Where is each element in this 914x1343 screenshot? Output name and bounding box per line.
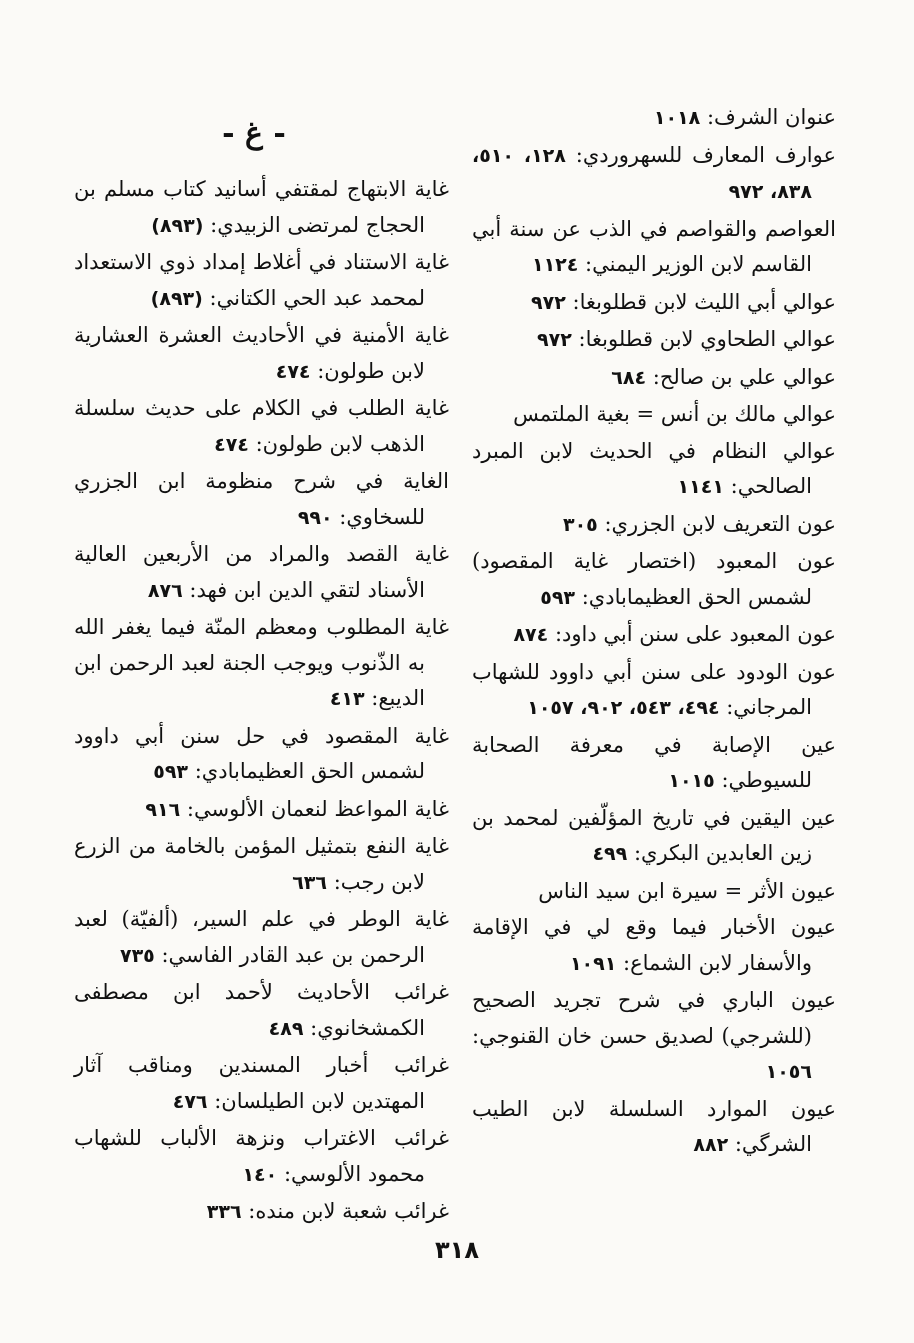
index-entry	[74, 610, 449, 718]
entry-page-ref: ٥٩٣	[540, 586, 576, 609]
entry-page-ref: ٤٧٤	[275, 360, 311, 383]
index-entry	[74, 172, 449, 244]
entry-page-ref: ٦٣٦	[292, 871, 327, 894]
entry-page-ref: ٤٩٤، ٥٤٣، ٩٠٢، ١٠٥٧	[527, 697, 720, 719]
index-entry	[74, 1121, 449, 1193]
entry-title: غاية المواعظ لنعمان الألوسي:	[186, 796, 449, 821]
entry-title: غرائب الاغتراب ونزهة الألباب للشهاب محمود الألوسي:	[74, 1126, 449, 1186]
entry-page-ref: ١٠٥٦	[765, 1061, 812, 1083]
entry-title: عوالي مالك بن أنس = بغية الملتمس	[513, 402, 836, 426]
index-entry	[472, 285, 836, 322]
entry-title: غاية الوطر في علم السير، (ألفيّة) لعبد الرحمن بن عبد القادر الفاسي:	[74, 907, 449, 967]
index-entry	[472, 322, 836, 359]
index-entry	[74, 719, 449, 791]
index-entry	[472, 801, 836, 873]
entry-page-ref: ٩٧٢	[537, 329, 572, 351]
entry-page-ref: ٣٣٦	[206, 1201, 242, 1223]
entry-title: عوالي النظام في الحديث لابن المبرد الصالحي:	[472, 438, 836, 498]
index-entry	[74, 975, 449, 1047]
entry-page-ref: (٨٩٣)	[150, 287, 203, 310]
entry-title: عون المعبود على سنن أبي داود:	[554, 622, 836, 646]
entry-title: عوالي علي بن صالح:	[652, 364, 836, 389]
entry-page-ref: ٤٧٤	[214, 433, 249, 456]
entry-title: عين اليقين في تاريخ المؤلّفين لمحمد بن زين العابدين البكري:	[472, 805, 836, 865]
index-entry	[74, 391, 449, 463]
entry-title: عوارف المعارف للسهروردي:	[575, 142, 836, 167]
index-entry	[472, 397, 836, 433]
entry-title: غرائب شعبة لابن منده:	[248, 1199, 449, 1223]
entry-title: عوالي أبي الليث لابن قطلوبغا:	[572, 289, 836, 314]
entry-title: غاية المطلوب ومعظم المنّة فيما يغفر الله به الذّنوب ويوجب الجنة لعبد الرحمن ابن الديبع:	[74, 615, 449, 710]
index-entry	[74, 1048, 449, 1120]
entry-title: غرائب الأحاديث لأحمد ابن مصطفى الكمشخانوي:	[74, 980, 449, 1040]
entry-page-ref: ١١٢٤	[531, 254, 579, 276]
index-entry	[74, 318, 449, 390]
index-column-left	[74, 172, 449, 1232]
entry-page-ref: ٥٩٣	[153, 761, 189, 783]
index-entry	[74, 792, 449, 829]
entry-title: غاية الطلب في الكلام على حديث سلسلة الذهب لابن طولون:	[74, 396, 449, 456]
entry-page-ref: ١٢٨، ٥١٠، ٨٣٨، ٩٧٢	[472, 144, 812, 203]
entry-title: غاية النفع بتمثيل المؤمن بالخامة من الزرع لابن رجب:	[74, 834, 449, 894]
entry-page-ref: ١٠٩١	[569, 952, 617, 975]
index-entry	[472, 544, 836, 616]
index-entry	[74, 829, 449, 901]
index-entry	[472, 655, 836, 727]
entry-title: عون التعريف لابن الجزري:	[604, 511, 836, 536]
index-entry	[472, 874, 836, 910]
entry-page-ref: ٤٧٦	[172, 1090, 208, 1113]
entry-title: غاية الابتهاج لمقتفي أسانيد كتاب مسلم بن الحجاج لمرتضى الزبيدي:	[74, 177, 449, 237]
entry-title: عون الودود على سنن أبي داوود للشهاب المرجاني:	[472, 659, 836, 719]
entry-page-ref: ٩٧٢	[531, 291, 566, 314]
index-entry	[472, 212, 836, 284]
entry-title: غاية الاستناد في أغلاط إمداد ذوي الاستعداد لمحمد عبد الحي الكتاني:	[74, 250, 449, 310]
entry-page-ref: ١٤٠	[242, 1163, 278, 1186]
entry-page-ref: ٤١٣	[329, 688, 365, 710]
entry-title: عيون الموارد السلسلة لابن الطيب الشرگي:	[472, 1096, 836, 1156]
entry-title: عيون الباري في شرح تجريد الصحيح (للشرجي) لصديق حسن خان القنوجي:	[472, 988, 836, 1048]
index-entry	[472, 138, 836, 211]
index-entry	[472, 100, 836, 137]
page-number: ٣١٨	[435, 1236, 479, 1264]
entry-page-ref: ١٠١٨	[653, 107, 701, 129]
index-entry	[472, 1092, 836, 1164]
entry-page-ref: ٧٣٥	[119, 944, 155, 967]
entry-page-ref: (٨٩٣)	[151, 214, 204, 237]
entry-page-ref: ٣٠٥	[562, 513, 598, 536]
index-entry	[472, 507, 836, 544]
entry-page-ref: ٨٧٦	[147, 579, 183, 602]
entry-title: غاية المقصود في حل سنن أبي داوود لشمس الحق العظيمابادي:	[74, 723, 449, 783]
entry-page-ref: ٤٨٩	[268, 1017, 304, 1040]
entry-title: عيون الأثر = سيرة ابن سيد الناس	[538, 878, 836, 903]
entry-page-ref: ٦٨٤	[611, 366, 647, 389]
entry-title: العواصم والقواصم في الذب عن سنة أبي القاسم لابن الوزير اليمني:	[472, 216, 836, 276]
entry-page-ref: ١٠١٥	[668, 770, 715, 792]
entry-title: عنوان الشرف:	[706, 105, 836, 129]
index-entry	[472, 910, 836, 982]
entry-title: عيون الأخبار فيما وقع لي في الإقامة والأسفار لابن الشماع:	[472, 915, 836, 975]
index-entry	[74, 464, 449, 536]
entry-page-ref: ٨٧٤	[513, 624, 549, 646]
entry-page-ref: ٤٩٩	[592, 843, 628, 865]
index-entry	[74, 1194, 449, 1231]
index-column-right	[472, 100, 836, 1165]
entry-title: غاية الأمنية في الأحاديث العشرة العشارية لابن طولون:	[74, 323, 449, 383]
entry-title: غرائب أخبار المسندين ومناقب آثار المهتدين لابن الطيلسان:	[74, 1053, 449, 1113]
section-letter-heading: - غ -	[222, 116, 286, 151]
entry-page-ref: ٩٩٠	[297, 506, 333, 529]
index-entry	[472, 728, 836, 800]
entry-title: عون المعبود (اختصار غاية المقصود) لشمس الحق العظيمابادي:	[472, 549, 836, 609]
entry-page-ref: ٨٨٢	[693, 1134, 729, 1156]
index-entry	[74, 245, 449, 317]
index-entry	[74, 902, 449, 974]
index-entry	[472, 983, 836, 1091]
index-entry	[74, 537, 449, 609]
entry-title: غاية القصد والمراد من الأربعين العالية الأسناد لتقي الدين ابن فهد:	[74, 542, 449, 602]
entry-page-ref: ١١٤١	[677, 476, 724, 498]
entry-title: عوالي الطحاوي لابن قطلوبغا:	[578, 327, 836, 351]
index-entry	[472, 434, 836, 506]
index-entry	[472, 617, 836, 654]
entry-page-ref: ٩١٦	[145, 798, 181, 821]
entry-title: الغاية في شرح منظومة ابن الجزري للسخاوي:	[74, 469, 449, 529]
entry-title: عين الإصابة في معرفة الصحابة للسيوطي:	[472, 732, 836, 792]
index-entry	[472, 360, 836, 397]
